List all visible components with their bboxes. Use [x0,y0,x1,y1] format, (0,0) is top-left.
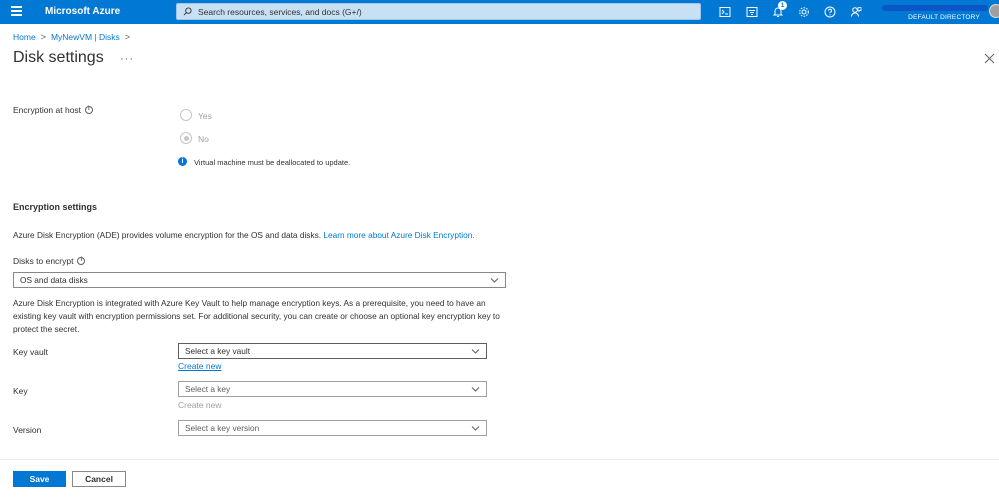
breadcrumb-separator: > [124,32,131,42]
version-label: Version [13,425,42,435]
breadcrumb-separator: > [40,32,46,42]
directory-name: DEFAULT DIRECTORY [908,14,980,21]
feedback-icon[interactable] [849,5,863,19]
key-label: Key [13,386,28,396]
notifications-icon[interactable] [771,2,785,19]
version-placeholder: Select a key version [185,423,260,433]
key-vault-description: Azure Disk Encryption is integrated with Azure Key Vault to help manage encryption keys. As a prerequisite, you need to have an existing key vault with encryption permissions set. For additional security, you can create or choose an optional key encryption key to protect the secret. [13,298,500,334]
help-icon[interactable] [823,5,837,19]
deallocate-note: Virtual machine must be deallocated to update. [194,158,351,167]
global-search[interactable] [176,3,701,20]
create-new-key-link: Create new [178,400,222,410]
disks-to-encrypt-value: OS and data disks [20,275,88,285]
radio-no[interactable] [180,132,192,144]
notification-badge: 1 [778,1,787,10]
key-vault-label: Key vault [13,347,48,357]
cancel-button[interactable]: Cancel [72,471,126,487]
footer-divider [0,459,999,460]
key-dropdown[interactable] [178,381,487,397]
chevron-down-icon [490,276,499,284]
close-icon[interactable] [984,53,995,64]
ade-intro [13,229,475,242]
radio-yes[interactable] [180,109,192,121]
search-icon [183,7,192,16]
cloud-shell-icon[interactable] [718,5,732,19]
breadcrumb-home[interactable]: Home [13,32,36,42]
info-icon[interactable] [77,257,85,265]
chevron-down-icon [471,347,480,355]
top-bar [0,0,999,24]
settings-icon[interactable] [797,5,811,19]
disks-to-encrypt-text: Disks to encrypt [13,256,74,266]
learn-more-ade-link[interactable]: Learn more about Azure Disk Encryption. [323,230,475,240]
version-dropdown[interactable] [178,420,487,436]
directory-filter-icon[interactable] [745,5,759,19]
breadcrumb-vm-disks[interactable]: MyNewVM | Disks [50,32,120,42]
info-icon[interactable] [85,106,93,114]
info-filled-icon: i [178,157,187,166]
avatar[interactable] [989,4,999,18]
disks-to-encrypt-dropdown[interactable] [13,272,506,288]
disks-to-encrypt-label [13,256,85,266]
encryption-at-host-label [13,105,93,115]
menu-icon[interactable] [11,6,22,16]
account-name-redacted [882,5,988,11]
account-menu[interactable] [880,2,990,22]
search-input[interactable] [198,7,678,17]
encryption-at-host-text: Encryption at host [13,105,82,115]
breadcrumb [13,32,135,42]
key-placeholder: Select a key [185,384,231,394]
key-vault-placeholder: Select a key vault [185,346,251,356]
radio-yes-label: Yes [198,111,212,121]
ade-intro-text: Azure Disk Encryption (ADE) provides volume encryption for the OS and data disks. [13,230,322,240]
chevron-down-icon [471,424,480,432]
section-title-encryption-settings: Encryption settings [13,202,98,212]
save-button[interactable]: Save [13,471,66,487]
page-title: Disk settings [13,49,104,66]
key-vault-dropdown[interactable] [178,343,487,359]
more-options-icon[interactable]: ··· [120,53,134,65]
radio-no-label: No [198,134,209,144]
chevron-down-icon [471,385,480,393]
brand-title[interactable]: Microsoft Azure [45,6,121,17]
create-new-key-vault-link[interactable]: Create new [178,361,222,371]
